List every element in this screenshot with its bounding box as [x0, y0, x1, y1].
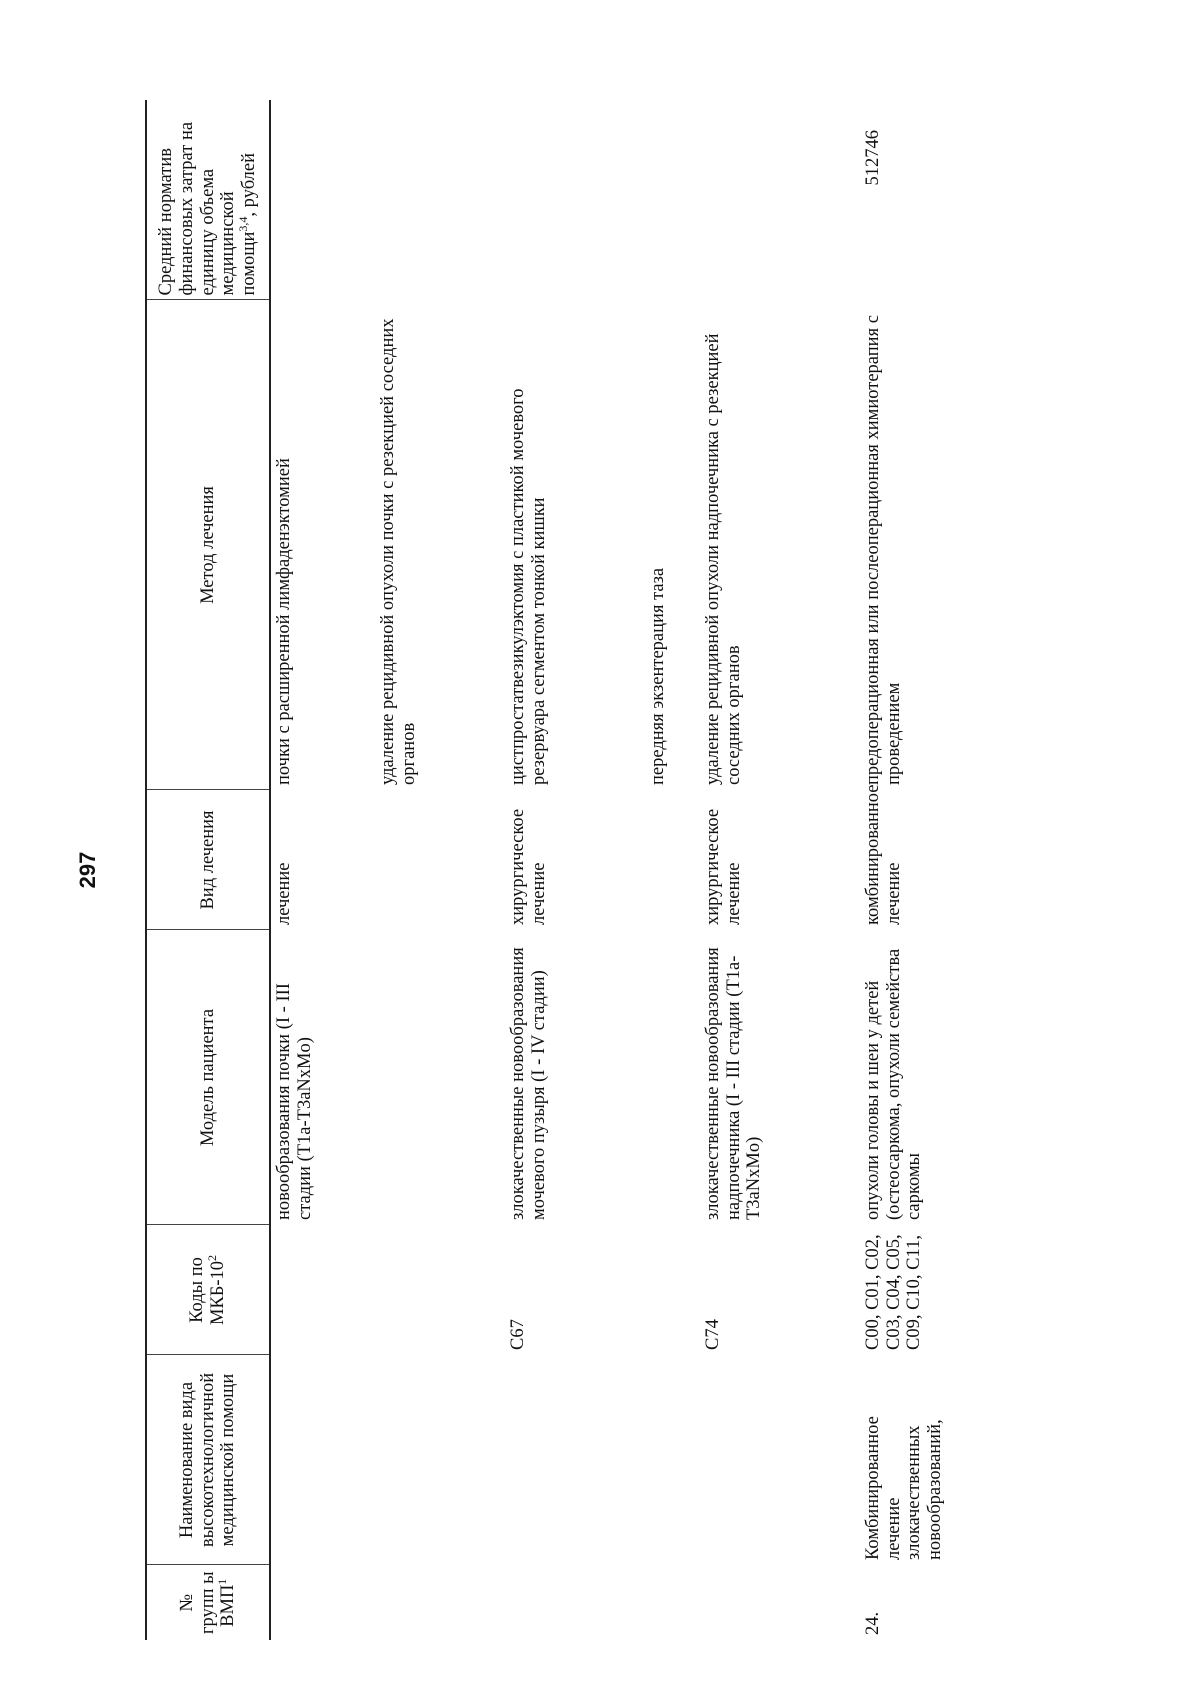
cell-number: [645, 1565, 700, 1640]
cell-codes: [375, 1225, 505, 1355]
cell-type: хирургическое лечение: [508, 808, 549, 925]
cell-cost: [700, 100, 860, 300]
cell-type: [375, 790, 505, 930]
cell-cost: [270, 100, 375, 300]
cell-type: лечение: [274, 862, 294, 925]
cell-type: комбинированное лечение: [863, 784, 904, 925]
cell-codes: [645, 1225, 700, 1355]
cell-model: опухоли головы и шеи у детей (остеосаркома, опухоли семейства саркомы: [863, 948, 925, 1220]
rotated-sheet: [75, 100, 1145, 1640]
cell-number: [270, 1565, 375, 1640]
cell-codes: C00, C01, C02, C03, C04, C05, C09, C10, C11,: [863, 1234, 925, 1350]
cell-number: [375, 1565, 505, 1640]
table-body: [270, 100, 950, 1640]
cell-name: [270, 1355, 375, 1565]
header-patient-model: Модель пациента: [146, 930, 270, 1225]
cell-type: хирургическое лечение: [703, 808, 744, 925]
cell-cost: 512746: [863, 130, 883, 186]
cell-method: удаление рецидивной опухоли почки с резекцией соседних органов: [378, 318, 419, 785]
header-care-type-name: Наименование вида высокотехнологичной медицинской помощи: [146, 1355, 270, 1565]
cell-number: [505, 1565, 645, 1640]
table-row: [700, 100, 860, 1640]
cell-method: почки с расширенной лимфаденэктомией: [274, 458, 294, 785]
table-row: [270, 100, 375, 1640]
cell-model: [645, 930, 700, 1225]
cell-cost: [375, 100, 505, 300]
cell-number: [700, 1565, 860, 1640]
table-row: [375, 100, 505, 1640]
cell-name: [700, 1355, 860, 1565]
header-icd-codes: Коды по МКБ-$10^2$: [146, 1225, 270, 1355]
cell-cost: [645, 100, 700, 300]
page-number: 297: [75, 851, 100, 889]
cell-model: злокачественные новообразования мочевого пузыря (I - IV стадии): [508, 947, 549, 1220]
header-treatment-method: Метод лечения: [146, 300, 270, 790]
cell-name: [645, 1355, 700, 1565]
table-row: [645, 100, 700, 1640]
cell-method: предоперационная или послеоперационная химиотерапия с проведением: [863, 315, 904, 785]
cell-cost: [505, 100, 645, 300]
cell-name: [505, 1355, 645, 1565]
vmp-table: [145, 100, 950, 1640]
cell-number: 24.: [863, 1611, 883, 1635]
cell-method: передняя экзентерация таза: [648, 567, 668, 785]
cell-model: новообразования почки (I - III стадии (T1a-T3aNxMo): [274, 983, 315, 1220]
header-treatment-type: Вид лечения: [146, 790, 270, 930]
cell-name: Комбинированное лечение злокачественных новообразований,: [863, 1416, 946, 1560]
cell-type: [645, 790, 700, 930]
cell-method: цистпростатвезикулэктомия с пластикой мочевого резервуара сегментом тонкой кишки: [508, 388, 549, 785]
cell-model: [375, 930, 505, 1225]
table-row: [505, 100, 645, 1640]
cell-name: [375, 1355, 505, 1565]
header-group-number: № групп ы ВМП$^1$: [146, 1565, 270, 1640]
cell-codes: C74: [703, 1319, 723, 1350]
cell-method: удаление рецидивной опухоли надпочечника с резекцией соседних органов: [703, 333, 744, 785]
cell-codes: [270, 1225, 375, 1355]
cell-model: злокачественные новообразования надпочечника (I - III стадии (T1a-T3aNxMo): [703, 947, 765, 1220]
table-row: [860, 100, 950, 1640]
table-header: [146, 100, 270, 1640]
cell-codes: C67: [508, 1319, 528, 1350]
header-cost-norm: Средний норматив финансовых затрат на единицу объема медицинской помощи$^{3,4}$, рублей: [146, 100, 270, 300]
